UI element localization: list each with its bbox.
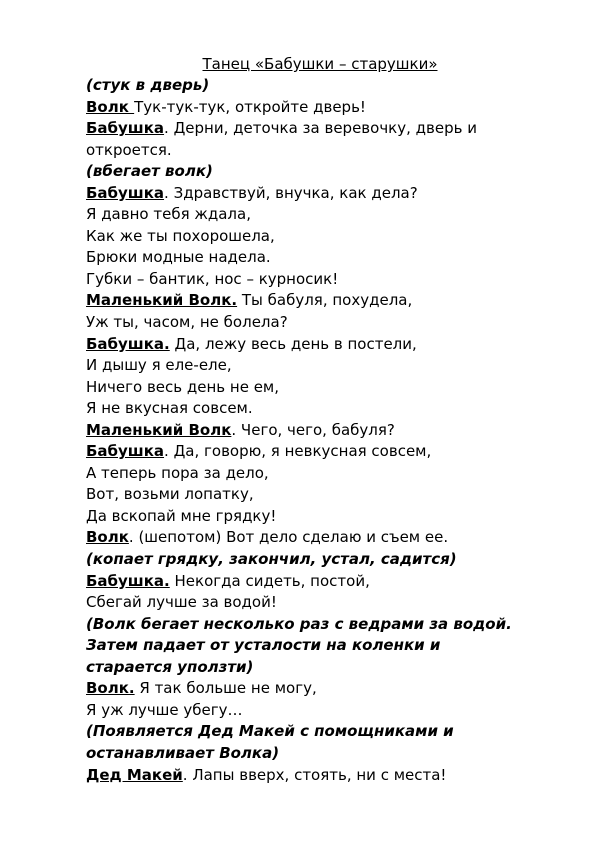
speech-text: Вот, возьми лопатку, bbox=[86, 485, 254, 504]
stage-direction-line bbox=[86, 549, 566, 571]
speech-text: Сбегай лучше за водой! bbox=[86, 593, 277, 612]
text-line bbox=[86, 247, 566, 269]
text-line bbox=[86, 592, 566, 614]
text-line bbox=[86, 226, 566, 248]
speaker-name: Волк. bbox=[86, 679, 135, 698]
page-title: Танец «Бабушки – старушки» bbox=[202, 55, 438, 73]
speech-text: Я давно тебя ждала, bbox=[86, 205, 251, 224]
stage-direction-line bbox=[86, 161, 566, 183]
speech-text: . Да, говорю, я невкусная совсем, bbox=[164, 442, 432, 461]
speech-text: Губки – бантик, нос – курносик! bbox=[86, 269, 339, 288]
stage-direction-text: (стук в дверь) bbox=[86, 76, 210, 94]
stage-direction-line bbox=[86, 614, 566, 636]
speech-text: . (шепотом) Вот дело сделаю и съем ее. bbox=[128, 528, 449, 547]
stage-direction-line bbox=[86, 657, 566, 679]
speech-text: Я уж лучше убегу… bbox=[86, 700, 243, 719]
text-line bbox=[86, 441, 566, 463]
speech-text: Уж ты, часом, не болела? bbox=[86, 313, 288, 332]
stage-direction-text: (Волк бегает несколько раз с ведрами за водой. bbox=[86, 614, 512, 633]
speech-text: . Здравствуй, внучка, как дела? bbox=[164, 183, 418, 202]
speech-text: А теперь пора за дело, bbox=[86, 463, 269, 482]
stage-direction-text: старается уползти) bbox=[86, 657, 254, 676]
speaker-name: Дед Макей bbox=[86, 765, 183, 784]
script-text bbox=[86, 75, 566, 786]
text-line bbox=[86, 290, 566, 312]
text-line bbox=[86, 700, 566, 722]
speech-text: Брюки модные надела. bbox=[86, 248, 271, 267]
text-line bbox=[86, 118, 566, 140]
speaker-name: Маленький Волк bbox=[86, 420, 232, 439]
text-line bbox=[86, 484, 566, 506]
text-line bbox=[86, 204, 566, 226]
speech-text: Как же ты похорошела, bbox=[86, 226, 275, 245]
speech-text: . Чего, чего, бабуля? bbox=[231, 420, 395, 439]
text-line bbox=[86, 97, 566, 119]
speech-text: откроется. bbox=[86, 140, 172, 159]
stage-direction-text: (Появляется Дед Макей с помощниками и bbox=[86, 722, 454, 741]
speaker-name: Волк bbox=[86, 528, 129, 547]
stage-direction-text: (копает грядку, закончил, устал, садится) bbox=[86, 550, 457, 569]
speaker-name: Бабушка. bbox=[86, 334, 170, 353]
speaker-name: Волк bbox=[86, 97, 135, 116]
text-line bbox=[86, 269, 566, 291]
text-line bbox=[86, 377, 566, 399]
text-line bbox=[86, 527, 566, 549]
speech-text: Тук-тук-тук, откройте дверь! bbox=[134, 97, 366, 116]
text-line bbox=[86, 506, 566, 528]
stage-direction-line bbox=[86, 721, 566, 743]
text-line bbox=[86, 355, 566, 377]
speech-text: Да, лежу весь день в постели, bbox=[169, 334, 417, 353]
stage-direction-text: (вбегает волк) bbox=[86, 162, 213, 181]
text-line bbox=[86, 398, 566, 420]
text-line bbox=[86, 334, 566, 356]
speech-text: Я не вкусная совсем. bbox=[86, 399, 253, 418]
text-line bbox=[86, 678, 566, 700]
speaker-name: Бабушка. bbox=[86, 571, 170, 590]
text-line bbox=[86, 765, 566, 787]
text-line bbox=[86, 312, 566, 334]
speech-text: . Лапы вверх, стоять, ни с места! bbox=[182, 765, 447, 784]
text-line bbox=[86, 571, 566, 593]
speech-text: Ты бабуля, похудела, bbox=[237, 291, 413, 310]
speaker-name: Бабушка bbox=[86, 119, 165, 138]
speaker-name: Маленький Волк. bbox=[86, 291, 238, 310]
stage-direction-line bbox=[86, 635, 566, 657]
text-line bbox=[86, 420, 566, 442]
speech-text: Да вскопай мне грядку! bbox=[86, 506, 277, 525]
speech-text: . Дерни, деточка за веревочку, дверь и bbox=[164, 119, 477, 138]
stage-direction-line bbox=[86, 75, 566, 97]
text-line bbox=[86, 140, 566, 162]
speaker-name: Бабушка bbox=[86, 442, 165, 461]
speech-text: Некогда сидеть, постой, bbox=[169, 571, 370, 590]
speech-text: Я так больше не могу, bbox=[134, 679, 317, 698]
speaker-name: Бабушка bbox=[86, 183, 165, 202]
text-line bbox=[86, 183, 566, 205]
stage-direction-line bbox=[86, 743, 566, 765]
stage-direction-text: останавливает Волка) bbox=[86, 743, 280, 762]
stage-direction-text: Затем падает от усталости на коленки и bbox=[86, 636, 441, 655]
speech-text: Ничего весь день не ем, bbox=[86, 377, 280, 396]
speech-text: И дышу я еле-еле, bbox=[86, 356, 232, 375]
text-line bbox=[86, 463, 566, 485]
